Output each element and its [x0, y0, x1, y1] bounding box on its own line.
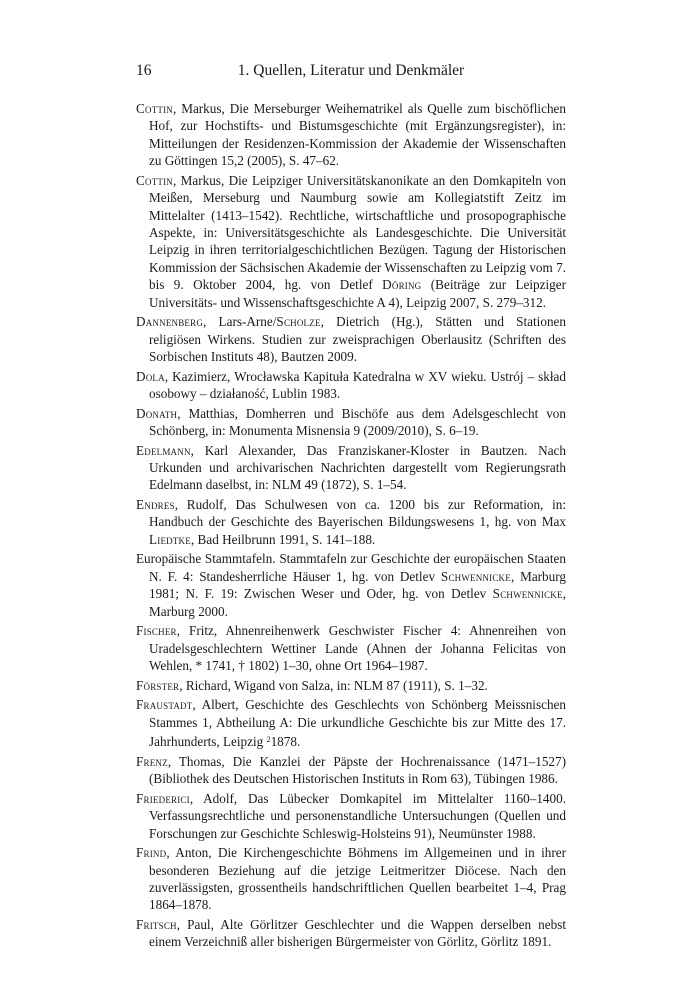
author-name: Dola	[136, 368, 165, 384]
bibliography-entry: Cottin, Markus, Die Merseburger Weihematrikel als Quelle zum bischöflichen Hof, zur Hochstifts- und Bistumsgeschichte (mit Ergänzungsregister), in: Mitteilungen der Residenzen-Kommission der Akademie der Wissenschaften zu Göttingen 15,2 (2005), S. 47–62.	[136, 101, 566, 169]
page-number: 16	[136, 62, 152, 79]
author-name: Scholze	[276, 314, 321, 330]
author-name: Fritsch	[136, 916, 177, 932]
bibliography-entry: Dola, Kazimierz, Wrocławska Kapituła Katedralna w XV wieku. Ustrój – skład osobowy – działaność, Lublin 1983.	[136, 368, 566, 402]
bibliography-entry: Edelmann, Karl Alexander, Das Franziskaner-Kloster in Bautzen. Nach Urkunden und archivarischen Nachrichten dargestellt vom Regierungsrath Edelmann daselbst, in: NLM 49 (1872), S. 1–54.	[136, 442, 566, 493]
author-name: Fraustadt	[136, 697, 193, 713]
bibliography-entry: Frenz, Thomas, Die Kanzlei der Päpste der Hochrenaissance (1471–1527) (Bibliothek des Deutschen Historischen Instituts in Rom 63), Tübingen 1986.	[136, 753, 566, 787]
bibliography-entry: Donath, Matthias, Domherren und Bischöfe aus dem Adelsgeschlecht von Schönberg, in: Monumenta Misnensia 9 (2009/2010), S. 6–19.	[136, 405, 566, 439]
author-name: Frenz	[136, 753, 168, 769]
bibliography-entry: Endres, Rudolf, Das Schulwesen von ca. 1200 bis zur Reformation, in: Handbuch der Geschichte des Bayerischen Bildungswesens 1, hg. von Max Liedtke, Bad Heilbrunn 1991, S. 141–188.	[136, 497, 566, 547]
editor-name: Schwennicke	[440, 568, 511, 584]
bibliography-entry: Fritsch, Paul, Alte Görlitzer Geschlechter und die Wappen derselben nebst einem Verzeichniß aller bisherigen Bürgermeister von Görlitz, Görlitz 1891.	[136, 916, 566, 950]
author-name: Cottin	[136, 172, 173, 188]
bibliography-entry: Fischer, Fritz, Ahnenreihenwerk Geschwister Fischer 4: Ahnenreihen von Uradelsgeschlechtern Wettiner Lande (Ahnen der Johanna Felicitas von Wehlen, * 1741, † 1802) 1–30, ohne Ort 1964–1987.	[136, 623, 566, 674]
author-name: Frind	[136, 845, 167, 861]
author-name: Endres	[136, 497, 175, 513]
editor-name: Liedtke	[149, 531, 191, 547]
bibliography-entry: Förster, Richard, Wigand von Salza, in: NLM 87 (1911), S. 1–32.	[136, 677, 488, 693]
editor-name: Schwennicke	[492, 586, 563, 602]
author-name: Edelmann	[136, 442, 191, 458]
page-header	[136, 62, 566, 82]
author-name: Förster	[136, 677, 180, 693]
bibliography-list	[136, 100, 566, 953]
author-name: Donath	[136, 405, 178, 421]
author-name: Friederici	[136, 790, 190, 806]
author-name: Dannenberg	[136, 314, 204, 330]
running-title: 1. Quellen, Literatur und Denkmäler	[237, 62, 465, 79]
bibliography-entry: Dannenberg, Lars-Arne/Scholze, Dietrich (Hg.), Stätten und Stationen religiösen Wirkens. Studien zur zweisprachigen Oberlausitz (Schriften des Sorbischen Instituts 48), Bautzen 2009.	[136, 314, 566, 365]
author-name: Fischer	[136, 623, 177, 639]
bibliography-entry: Frind, Anton, Die Kirchengeschichte Böhmens im Allgemeinen und in ihrer besonderen Beziehung auf die jetzige Leitmeritzer Diöcese. Nach den zuverlässigsten, grossentheils handschriftlichen Quellen bearbeitet 1–4, Prag 1864–1878.	[136, 845, 566, 913]
bibliography-entry: Friederici, Adolf, Das Lübecker Domkapitel im Mittelalter 1160–1400. Verfassungsrechtliche und personenstandliche Untersuchungen (Quellen und Forschungen zur Geschichte Schleswig-Holsteins 91), Neumünster 1988.	[136, 790, 566, 841]
bibliography-entry: Europäische Stammtafeln. Stammtafeln zur Geschichte der europäischen Staaten N. F. 4: Standesherrliche Häuser 1, hg. von Detlev Schwennicke, Marburg 1981; N. F. 19: Zwischen Weser und Oder, hg. von Detlev Schwennicke, Marburg 2000.	[136, 551, 566, 619]
edition-superscript: 2	[266, 735, 271, 745]
editor-name: Döring	[382, 277, 422, 293]
bibliography-entry: Cottin, Markus, Die Leipziger Universitätskanonikate an den Domkapiteln von Meißen, Merseburg und Naumburg sowie am Kollegiatstift Zeitz im Mittelalter (1413–1542). Rechtliche, wirtschaftliche und prosopographische Aspekte, in: Universitätsgeschichte als Landesgeschichte. Die Universität Leipzig in ihren territorialgeschichtlichen Bezügen. Tagung der Historischen Kommission der Sächsischen Akademie der Wissenschaften zu Leipzig vom 7. bis 9. Oktober 2004, hg. von Detlef Döring (Beiträge zur Leipziger Universitäts- und Wissenschaftsgeschichte A 4), Leipzig 2007, S. 279–312.	[136, 172, 566, 310]
bibliography-entry: Fraustadt, Albert, Geschichte des Geschlechts von Schönberg Meissnischen Stammes 1, Abtheilung A: Die urkundliche Geschichte bis zur Mitte des 17. Jahrhunderts, Leipzig $^2$1878.	[136, 697, 566, 750]
author-name: Cottin	[136, 101, 173, 116]
